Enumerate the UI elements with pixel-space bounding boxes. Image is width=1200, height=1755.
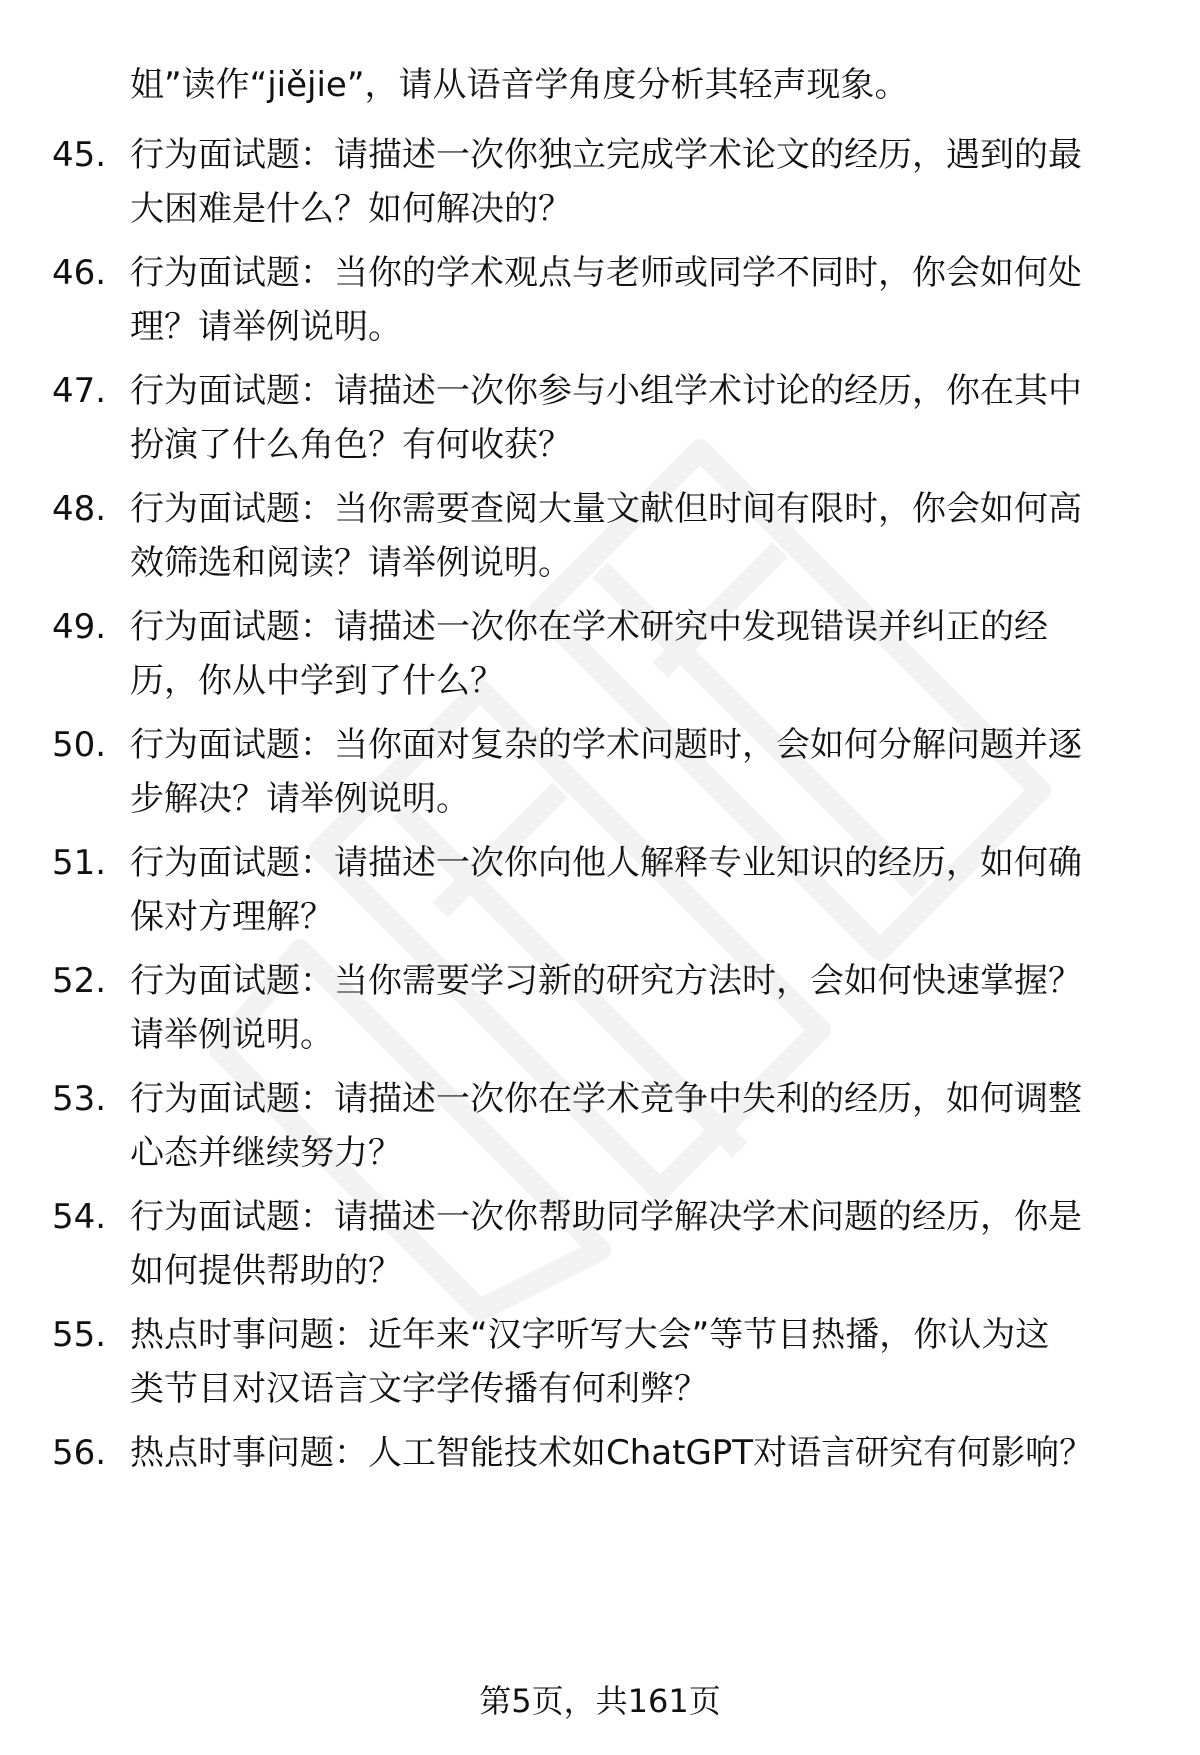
question-text-line2: 保对方理解？ bbox=[130, 897, 334, 937]
page-footer: 第5页，共161页 bbox=[479, 1682, 721, 1720]
question-text-line1: 行为面试题：请描述一次你独立完成学术论文的经历，遇到的最 bbox=[130, 135, 1082, 175]
question-number: 52. bbox=[52, 961, 107, 1001]
question-number: 51. bbox=[52, 843, 107, 883]
question-text-line2: 扮演了什么角色？有何收获？ bbox=[130, 425, 572, 465]
question-text-line2: 请举例说明。 bbox=[130, 1015, 334, 1055]
question-text-line1: 行为面试题：请描述一次你在学术竞争中失利的经历，如何调整 bbox=[130, 1079, 1082, 1119]
question-text-line2: 大困难是什么？如何解决的？ bbox=[130, 189, 572, 229]
question-number: 49. bbox=[52, 607, 107, 647]
question-text-line2: 心态并继续努力？ bbox=[130, 1133, 402, 1173]
question-text-line1: 行为面试题：当你需要查阅大量文献但时间有限时，你会如何高 bbox=[130, 489, 1082, 529]
question-text-line1: 热点时事问题：近年来“汉字听写大会”等节目热播，你认为这 bbox=[130, 1315, 1050, 1355]
question-text-line1: 行为面试题：当你面对复杂的学术问题时，会如何分解问题并逐 bbox=[130, 725, 1082, 765]
question-text-line1: 行为面试题：当你需要学习新的研究方法时，会如何快速掌握？ bbox=[130, 961, 1082, 1001]
question-text-line2: 理？请举例说明。 bbox=[130, 307, 402, 347]
question-number: 46. bbox=[52, 253, 107, 293]
question-text-line2: 如何提供帮助的？ bbox=[130, 1251, 402, 1291]
question-text-line2: 步解决？请举例说明。 bbox=[130, 779, 470, 819]
question-text-line1: 行为面试题：请描述一次你参与小组学术讨论的经历，你在其中 bbox=[130, 371, 1082, 411]
question-number: 55. bbox=[52, 1315, 107, 1355]
question-text-line1: 行为面试题：请描述一次你向他人解释专业知识的经历，如何确 bbox=[130, 843, 1082, 883]
question-text-line2: 类节目对汉语言文字学传播有何利弊？ bbox=[130, 1369, 708, 1409]
continuation-line: 姐”读作“jiějie”，请从语音学角度分析其轻声现象。 bbox=[130, 65, 909, 105]
question-number: 45. bbox=[52, 135, 107, 175]
question-number: 47. bbox=[52, 371, 107, 411]
question-number: 50. bbox=[52, 725, 107, 765]
question-text-line1: 行为面试题：请描述一次你帮助同学解决学术问题的经历，你是 bbox=[130, 1197, 1082, 1237]
question-number: 54. bbox=[52, 1197, 107, 1237]
question-text-line1: 热点时事问题：人工智能技术如ChatGPT对语言研究有何影响？ bbox=[130, 1433, 1094, 1473]
question-text-line2: 效筛选和阅读？请举例说明。 bbox=[130, 543, 572, 583]
question-text-line1: 行为面试题：当你的学术观点与老师或同学不同时，你会如何处 bbox=[130, 253, 1082, 293]
question-text-line2: 历，你从中学到了什么？ bbox=[130, 661, 504, 701]
question-number: 53. bbox=[52, 1079, 107, 1119]
question-number: 56. bbox=[52, 1433, 107, 1473]
question-text-line1: 行为面试题：请描述一次你在学术研究中发现错误并纠正的经 bbox=[130, 607, 1048, 647]
question-number: 48. bbox=[52, 489, 107, 529]
